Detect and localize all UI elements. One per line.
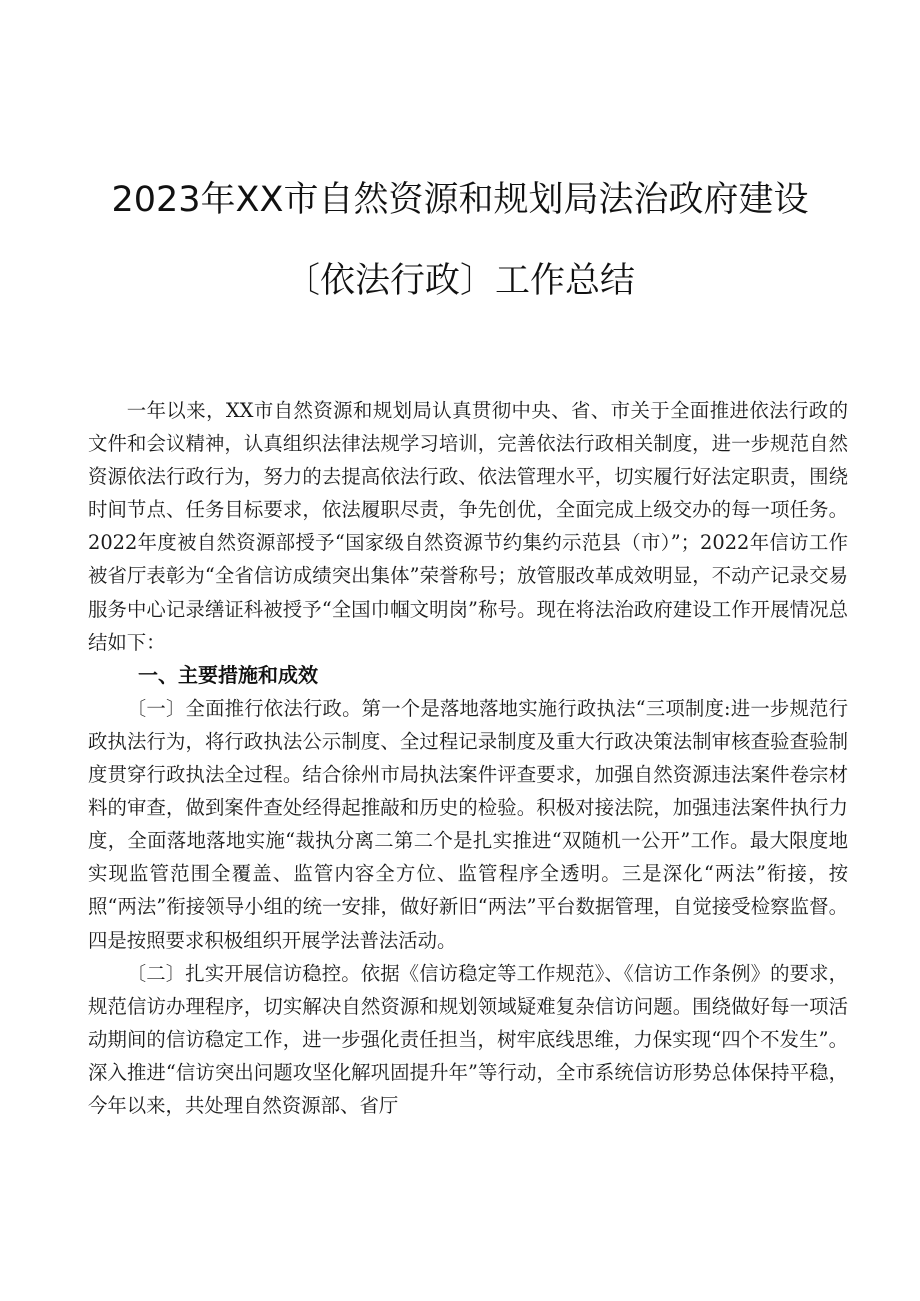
document-body bbox=[88, 394, 848, 1122]
paragraph-petition-stability: 〔二〕扎实开展信访稳控。依据《信访稳定等工作规范》、《信访工作条例》的要求，规范信访办理程序，切实解决自然资源和规划领域疑难复杂信访问题。围绕做好每一项活动期间的信访稳定工作，进一步强化责任担当，树牢底线思维，力保实现“四个不发生”。深入推进“信访突出问题攻坚化解巩固提升年”等行动，全市系统信访形势总体保持平稳，今年以来，共处理自然资源部、省厅 bbox=[88, 961, 848, 1117]
paragraph-law-based-administration: 〔一〕全面推行依法行政。第一个是落地落地实施行政执法“三项制度:进一步规范行政执法行为，将行政执法公示制度、全过程记录制度及重大行政决策法制审核查验查验制度贯穿行政执法全过程。结合徐州市局执法案件评查要求，加强自然资源违法案件卷宗材料的审查，做到案件查处经得起推敲和历史的检验。积极对接法院，加强违法案件执行力度，全面落地落地实施“裁执分离二第二个是扎实推进“双随机一公开”工作。最大限度地实现监管范围全覆盖、监管内容全方位、监管程序全透明。三是深化“两法”衔接，按照“两法”衔接领导小组的统一安排，做好新旧“两法”平台数据管理，自觉接受检察监督。四是按照要求积极组织开展学法普法活动。 bbox=[88, 696, 848, 952]
document-title-line-1: 2023年XX市自然资源和规划局法治政府建设 bbox=[111, 180, 809, 220]
document-title-line-2: 〔依法行政〕工作总结 bbox=[284, 261, 635, 301]
intro-paragraph: 一年以来，XX市自然资源和规划局认真贯彻中央、省、市关于全面推进依法行政的文件和会议精神，认真组织法律法规学习培训，完善依法行政相关制度，进一步规范自然资源依法行政行为，努力的去提高依法行政、依法管理水平，切实履行好法定职责，围绕时间节点、任务目标要求，依法履职尽责，争先创优，全面完成上级交办的每一项任务。2022年度被自然资源部授予“国家级自然资源节约集约示范县（市）”；2022年信访工作被省厅表彰为“全省信访成绩突出集体”荣誉称号；放管服改革成效明显，不动产记录交易服务中心记录缮证科被授予“全国巾帼文明岗”称号。现在将法治政府建设工作开展情况总结如下： bbox=[88, 399, 848, 654]
section-heading-main-measures: 一、主要措施和成效 bbox=[138, 662, 318, 687]
